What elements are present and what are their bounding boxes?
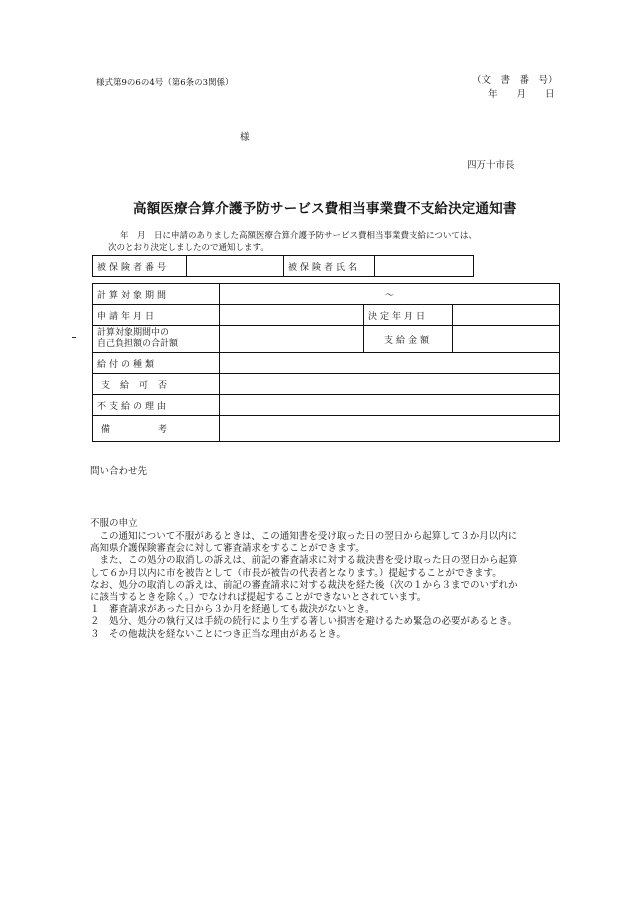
benefit-type-label: 給付の種類	[93, 353, 220, 374]
insured-table	[92, 255, 474, 277]
period-label: 計算対象期間	[93, 284, 220, 305]
form-number: 様式第9の6の4号（第6条の3関係）	[96, 78, 234, 88]
details-table	[92, 283, 560, 442]
reason-label: 不支給の理由	[93, 395, 220, 416]
remarks-label: 備考	[93, 416, 220, 442]
application-date-label: 申請年月日	[93, 305, 220, 326]
insured-number-value	[187, 256, 284, 277]
approval-label: 支給可否	[93, 374, 220, 395]
inquiry-label: 問い合わせ先	[90, 466, 148, 477]
appeal-line: して６か月以内に市を被告として（市長が被告の代表者となります。）提起することができます。	[90, 567, 502, 579]
total-burden-label-line-2: 自己負担額の合計額	[97, 339, 179, 349]
insured-name-label: 被保険者氏名	[284, 256, 375, 277]
appeal-line: ２ 処分、処分の執行又は手続の続行により生ずる著しい損害を避けるため緊急の必要があるとき。	[90, 616, 518, 628]
decision-date-label: 決定年月日	[364, 305, 453, 326]
intro-line-1: 年 月 日に申請のありました高額医療合算介護予防サービス費相当事業費支給については、	[120, 231, 477, 241]
appeal-line: この通知について不服があるときは、この通知書を受け取った日の翌日から起算して３か月以内に	[90, 531, 518, 542]
margin-mark	[72, 337, 76, 338]
document-title: 高額医療合算介護予防サービス費相当事業費不支給決定通知書	[133, 201, 517, 217]
appeal-line: ３ その他裁決を経ないことにつき正当な理由があるとき。	[90, 628, 346, 640]
insured-name-value	[375, 256, 474, 277]
appeal-line: に該当するときを除く。）でなければ提起することができないとされています。	[90, 592, 427, 604]
appeal-heading: 不服の申立	[90, 518, 138, 529]
decision-date-value	[453, 305, 560, 326]
total-burden-label	[93, 326, 220, 353]
appeal-body	[90, 531, 518, 641]
remarks-value	[220, 416, 560, 442]
issue-date: 年 月 日	[488, 89, 555, 100]
appeal-line: また、この処分の取消しの訴えは、前記の審査請求に対する裁決書を受け取った日の翌日から起算	[90, 555, 518, 567]
total-burden-value	[220, 326, 364, 353]
approval-value	[220, 374, 560, 395]
issuer-name: 四万十市長	[467, 160, 515, 171]
intro-line-2: 次のとおり決定しましたので通知します。	[108, 243, 269, 253]
reason-value	[220, 395, 560, 416]
appeal-line: １ 審査請求があった日から３か月を経過しても裁決がないとき。	[90, 604, 375, 616]
insured-number-label: 被保険者番号	[93, 256, 187, 277]
document-number: （文 書 番 号）	[472, 75, 558, 86]
period-value: ～	[220, 284, 560, 305]
benefit-type-value	[220, 353, 560, 374]
addressee-suffix: 様	[240, 132, 250, 143]
appeal-line: なお、処分の取消しの訴えは、前記の審査請求に対する裁決を経た後（次の１から３までのいずれか	[90, 579, 518, 591]
appeal-line: 高知県介護保険審査会に対して審査請求をすることができます。	[90, 543, 365, 555]
payment-amount-value	[453, 326, 560, 353]
application-date-value	[220, 305, 364, 326]
total-burden-label-line-1: 計算対象期間中の	[97, 328, 170, 338]
payment-amount-label: 支給金額	[364, 326, 453, 353]
